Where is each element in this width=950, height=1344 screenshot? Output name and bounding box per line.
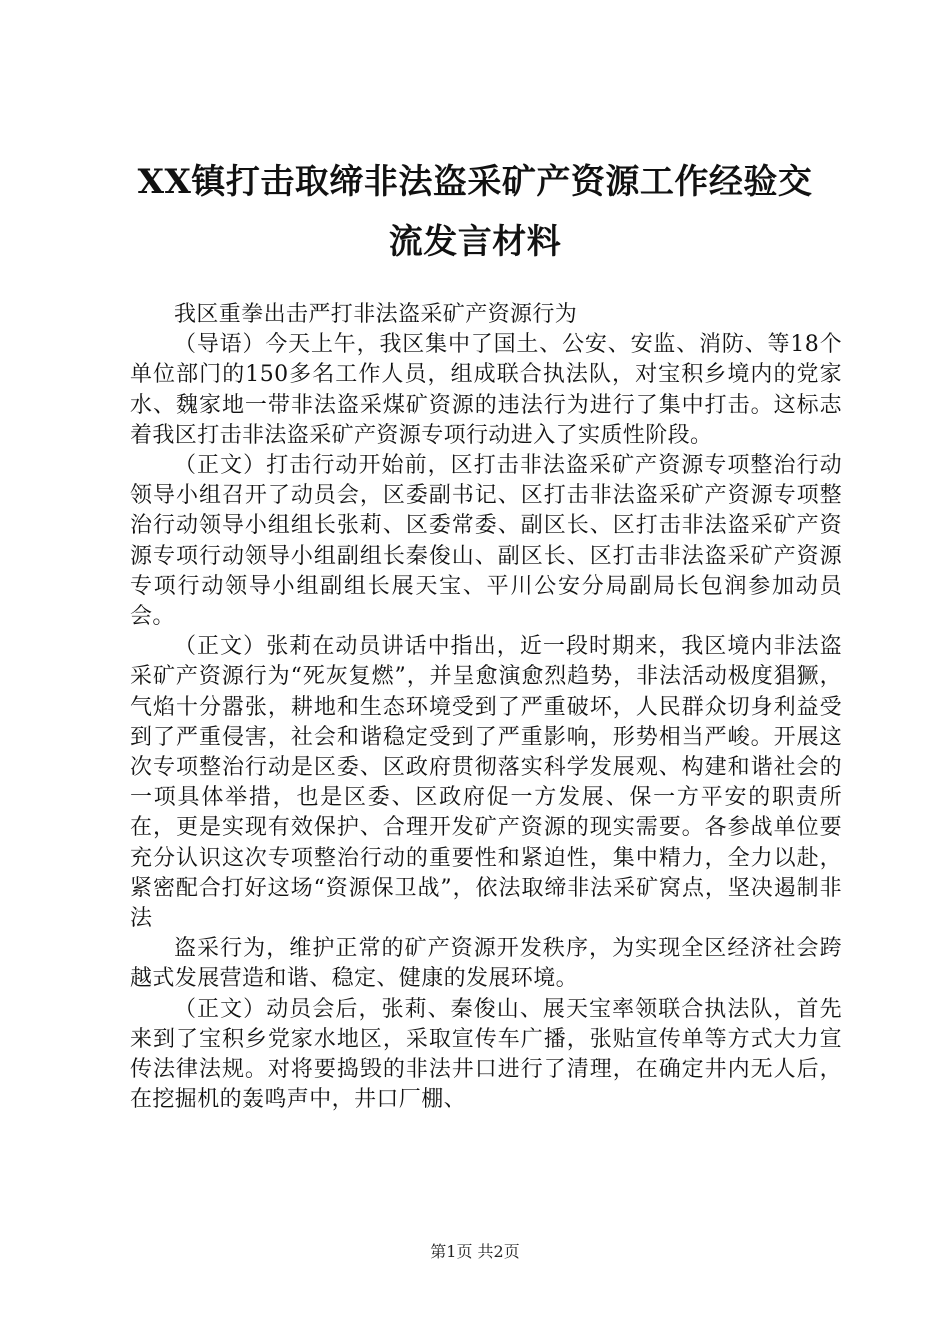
paragraph-body: （正文）动员会后，张莉、秦俊山、展天宝率领联合执法队，首先来到了宝积乡党家水地区，采取宣传车广播，张贴宣传单等方式大力宣传法律法规。对将要捣毁的非法井口进行了清理，在确定井内无人后，在挖掘机的轰鸣声中，井口厂棚、 bbox=[130, 996, 842, 1113]
paragraph-body: （正文）张莉在动员讲话中指出，近一段时期来，我区境内非法盗采矿产资源行为“死灰复燃”，并呈愈演愈烈趋势，非法活动极度猖獗，气焰十分嚣张，耕地和生态环境受到了严重破坏，人民群众切身利益受到了严重侵害，社会和谐稳定受到了严重影响，形势相当严峻。开展这次专项整治行动是区委、区政府贯彻落实科学发展观、构建和谐社会的一项具体举措，也是区委、区政府促一方发展、保一方平安的职责所在，更是实现有效保护、合理开发矿产资源的现实需要。各参战单位要充分认识这次专项整治行动的重要性和紧迫性，集中精力，全力以赴，紧密配合打好这场“资源保卫战”，依法取缔非法采矿窝点，坚决遏制非法 bbox=[130, 634, 842, 932]
paragraph-lead: （导语）今天上午，我区集中了国土、公安、安监、消防、等18个单位部门的150多名工作人员，组成联合执法队，对宝积乡境内的党家水、魏家地一带非法盗采煤矿资源的违法行为进行了集中打击。这标志着我区打击非法盗采矿产资源专项行动进入了实质性阶段。 bbox=[130, 332, 842, 448]
paragraph-body: 盗采行为，维护正常的矿产资源开发秩序，为实现全区经济社会跨越式发展营造和谐、稳定、健康的发展环境。 bbox=[130, 936, 842, 992]
page-number-footer: 第1页 共2页 bbox=[430, 1242, 520, 1261]
document-title-line-1: XX镇打击取缔非法盗采矿产资源工作经验交 bbox=[137, 162, 813, 202]
document-title-line-2: 流发言材料 bbox=[388, 222, 562, 262]
paragraph-subtitle: 我区重拳出击严打非法盗采矿产资源行为 bbox=[174, 302, 578, 327]
paragraph-body: （正文）打击行动开始前，区打击非法盗采矿产资源专项整治行动领导小组召开了动员会，区委副书记、区打击非法盗采矿产资源专项整治行动领导小组组长张莉、区委常委、副区长、区打击非法盗采矿产资源专项行动领导小组副组长秦俊山、副区长、区打击非法盗采矿产资源专项行动领导小组副组长展天宝、平川公安分局副局长包润参加动员会。 bbox=[130, 453, 842, 630]
document-body bbox=[130, 300, 842, 1115]
